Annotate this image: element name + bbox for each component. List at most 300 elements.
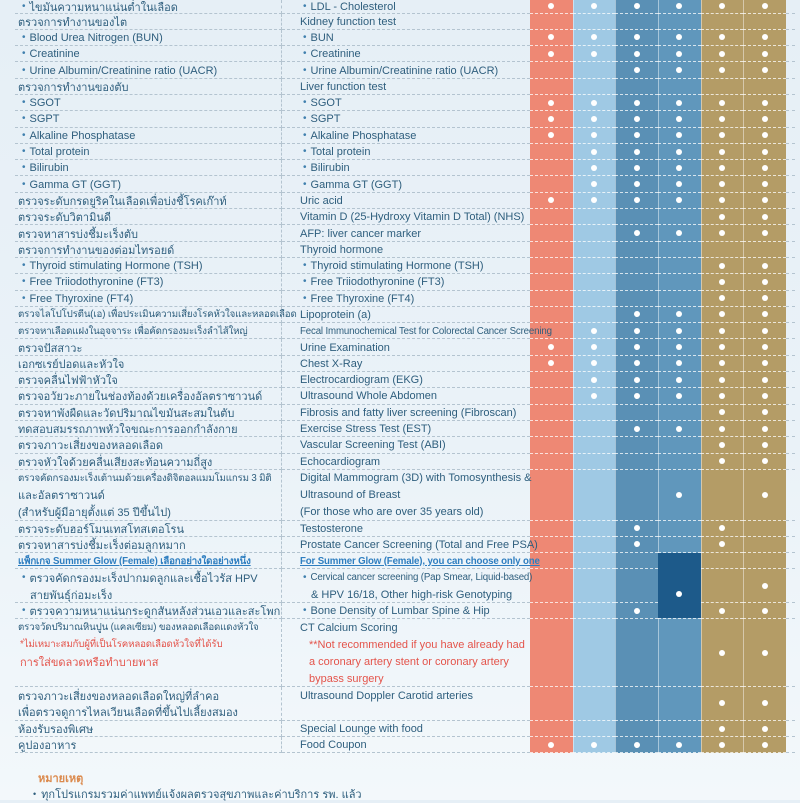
- english-test-name: [282, 176, 530, 192]
- package-cell: [615, 30, 658, 46]
- test-name-text: ไขมันความหนาแน่นต่ำในเลือด: [29, 1, 178, 14]
- package-cell: [701, 111, 744, 127]
- package-cell: [743, 405, 786, 421]
- included-dot: [676, 100, 682, 106]
- thai-test-name: [15, 62, 282, 78]
- package-cell: [615, 356, 658, 372]
- package-cell: [701, 421, 744, 437]
- package-cell: [573, 242, 616, 258]
- package-cell: [701, 242, 744, 258]
- included-dot: [591, 165, 597, 171]
- included-dot: [719, 525, 725, 531]
- included-dot: [762, 328, 768, 334]
- row-edge: [786, 721, 795, 737]
- included-dot: [719, 608, 725, 614]
- test-name-text: Total protein: [310, 146, 371, 159]
- package-cell: [615, 619, 658, 687]
- package-cell: [615, 470, 658, 521]
- test-name-text: SGPT: [310, 113, 341, 126]
- package-cell: [615, 128, 658, 144]
- included-dot: [634, 393, 640, 399]
- included-dot: [591, 197, 597, 203]
- included-dot: [719, 279, 725, 285]
- package-cell: [658, 388, 701, 404]
- bullet-icon: •: [22, 97, 26, 109]
- thai-test-name: [15, 454, 282, 470]
- row-edge: [786, 46, 795, 62]
- package-cell: [615, 454, 658, 470]
- table-row: [0, 687, 795, 721]
- included-dot: [719, 377, 725, 383]
- included-dot: [762, 3, 768, 9]
- thai-test-name: [15, 356, 282, 372]
- row-edge: [786, 454, 795, 470]
- table-row: [0, 372, 795, 388]
- package-cell: [530, 569, 573, 603]
- test-name-text: Blood Urea Nitrogen (BUN): [29, 31, 163, 44]
- bullet-icon: •: [303, 276, 307, 288]
- package-cell: [658, 14, 701, 30]
- english-test-name: [282, 79, 530, 95]
- row-edge: [786, 405, 795, 421]
- package-cell: [743, 14, 786, 30]
- package-cell: [615, 209, 658, 225]
- package-cell: [701, 470, 744, 521]
- package-cell: [615, 737, 658, 753]
- package-cell: [658, 323, 701, 339]
- package-cell: [573, 569, 616, 603]
- test-name-text: bypass surgery: [309, 672, 384, 685]
- included-dot: [548, 360, 554, 366]
- package-cell: [701, 95, 744, 111]
- table-row: [0, 0, 795, 14]
- package-cell: [658, 111, 701, 127]
- package-cell: [701, 176, 744, 192]
- package-cell: [743, 258, 786, 274]
- included-dot: [548, 100, 554, 106]
- table-row: [0, 307, 795, 323]
- package-cell: [573, 0, 616, 14]
- package-cell: [701, 30, 744, 46]
- package-cell: [615, 291, 658, 307]
- package-cell: [701, 569, 744, 603]
- included-dot: [634, 197, 640, 203]
- package-cell: [530, 737, 573, 753]
- package-cell: [658, 193, 701, 209]
- test-name-text: ตรวจคัดกรองมะเร็งปากมดลูกและเชื้อไวรัส HPV: [29, 572, 258, 585]
- included-dot: [719, 181, 725, 187]
- package-cell: [743, 553, 786, 569]
- included-dot: [548, 132, 554, 138]
- bullet-icon: •: [303, 97, 307, 109]
- row-edge: [786, 521, 795, 537]
- english-test-name: [282, 242, 530, 258]
- package-cell: [658, 95, 701, 111]
- included-dot: [591, 742, 597, 748]
- package-cell: [701, 62, 744, 78]
- package-cell: [573, 14, 616, 30]
- package-cell: [658, 307, 701, 323]
- thai-test-name: [15, 14, 282, 30]
- bullet-icon: •: [303, 571, 307, 583]
- included-dot: [719, 409, 725, 415]
- included-dot: [719, 51, 725, 57]
- row-edge: [786, 569, 795, 603]
- package-cell: [615, 721, 658, 737]
- package-cell: [701, 323, 744, 339]
- package-cell: [573, 388, 616, 404]
- package-cell: [743, 193, 786, 209]
- included-dot: [634, 344, 640, 350]
- package-cell: [573, 225, 616, 241]
- test-name-text: และอัลตราซาวนด์: [18, 490, 105, 503]
- test-name-text: Chest X-Ray: [300, 357, 363, 370]
- included-dot: [676, 197, 682, 203]
- thai-test-name: [15, 79, 282, 95]
- thai-test-name: [15, 553, 282, 569]
- english-test-name: [282, 323, 552, 339]
- english-test-name: [282, 388, 530, 404]
- included-dot: [719, 360, 725, 366]
- package-cell: [615, 160, 658, 176]
- test-name-text: Urine Albumin/Creatinine ratio (UACR): [310, 64, 499, 77]
- included-dot: [634, 525, 640, 531]
- package-cell: [530, 95, 573, 111]
- row-edge: [786, 193, 795, 209]
- bullet-icon: •: [303, 113, 307, 125]
- thai-test-name: [15, 291, 282, 307]
- included-dot: [634, 34, 640, 40]
- package-cell: [530, 144, 573, 160]
- thai-test-name: [15, 307, 297, 323]
- included-dot: [676, 34, 682, 40]
- notes-section: [0, 753, 800, 801]
- test-name-text: Thyroid stimulating Hormone (TSH): [29, 260, 203, 273]
- package-cell: [573, 95, 616, 111]
- thai-test-name: [15, 160, 282, 176]
- test-name-text: ตรวจหาสารบ่งชี้มะเร็งต่อมลูกหมาก: [18, 539, 186, 552]
- test-name-text: CT Calcium Scoring: [300, 621, 398, 634]
- package-cell: [573, 737, 616, 753]
- package-cell: [701, 307, 744, 323]
- bullet-icon: •: [22, 276, 26, 288]
- test-name-text: Free Thyroxine (FT4): [310, 292, 415, 305]
- package-cell: [615, 405, 658, 421]
- test-name-text: ตรวจภาวะเสี่ยงของหลอดเลือด: [18, 440, 163, 453]
- package-cell: [701, 128, 744, 144]
- package-cell: [573, 176, 616, 192]
- test-name-text: *ไม่เหมาะสมกับผู้ที่เป็นโรคหลอดเลือดหัวใจที่ได้รับ: [20, 639, 223, 651]
- test-name-text: ตรวจวัดปริมาณหินปูน (แคลเซียม) ของหลอดเลือดแดงหัวใจ: [18, 622, 259, 634]
- notes-heading: หมายเหตุ: [38, 773, 84, 786]
- package-cell: [530, 291, 573, 307]
- thai-test-name: [15, 46, 282, 62]
- included-dot: [719, 132, 725, 138]
- included-dot: [634, 100, 640, 106]
- package-cell: [530, 372, 573, 388]
- table-row: [0, 258, 795, 274]
- package-cell: [743, 30, 786, 46]
- package-cell: [701, 0, 744, 14]
- package-cell: [573, 46, 616, 62]
- package-cell: [615, 603, 658, 619]
- package-cell: [658, 225, 701, 241]
- included-dot: [676, 426, 682, 432]
- english-test-name: [282, 687, 530, 721]
- package-cell: [615, 62, 658, 78]
- test-name-text: (สำหรับผู้มีอายุตั้งแต่ 35 ปีขึ้นไป): [18, 507, 171, 520]
- package-cell: [573, 721, 616, 737]
- package-cell: [658, 176, 701, 192]
- included-dot: [762, 197, 768, 203]
- package-cell: [743, 454, 786, 470]
- thai-test-name: [15, 242, 282, 258]
- included-dot: [591, 3, 597, 9]
- table-row: [0, 521, 795, 537]
- bullet-icon: •: [22, 0, 26, 12]
- package-cell: [701, 339, 744, 355]
- english-test-name: [282, 258, 530, 274]
- package-cell: [573, 537, 616, 553]
- package-cell: [615, 95, 658, 111]
- test-name-text: Fibrosis and fatty liver screening (Fibroscan): [300, 406, 517, 419]
- package-cell: [615, 14, 658, 30]
- package-cell: [530, 405, 573, 421]
- table-row: [0, 537, 795, 553]
- included-dot: [762, 181, 768, 187]
- package-cell: [701, 603, 744, 619]
- package-cell: [701, 79, 744, 95]
- row-edge: [786, 323, 795, 339]
- included-dot: [634, 132, 640, 138]
- thai-test-name: [15, 209, 282, 225]
- bullet-icon: •: [22, 129, 26, 141]
- included-dot: [548, 3, 554, 9]
- table-row: [0, 14, 795, 30]
- package-cell: [743, 46, 786, 62]
- included-dot: [719, 541, 725, 547]
- package-cell: [615, 421, 658, 437]
- package-cell: [658, 274, 701, 290]
- package-cell: [530, 30, 573, 46]
- english-test-name: [282, 307, 530, 323]
- package-cell: [573, 687, 616, 721]
- english-test-name: [282, 521, 530, 537]
- included-dot: [762, 393, 768, 399]
- included-dot: [548, 51, 554, 57]
- test-name-text: SGOT: [310, 97, 342, 110]
- package-cell: [743, 737, 786, 753]
- package-cell: [701, 14, 744, 30]
- thai-test-name: [15, 176, 282, 192]
- row-edge: [786, 30, 795, 46]
- package-cell: [658, 687, 701, 721]
- bullet-icon: •: [22, 571, 26, 583]
- package-cell: [573, 144, 616, 160]
- package-cell: [615, 258, 658, 274]
- package-cell: [658, 209, 701, 225]
- bullet-icon: •: [303, 146, 307, 158]
- package-cell: [573, 553, 616, 569]
- included-dot: [762, 295, 768, 301]
- table-row: [0, 291, 795, 307]
- package-cell: [743, 569, 786, 603]
- package-cell: [701, 225, 744, 241]
- english-test-name: [282, 46, 530, 62]
- package-cell: [530, 339, 573, 355]
- package-cell: [658, 537, 701, 553]
- test-name-text: LDL - Cholesterol: [310, 0, 396, 13]
- english-test-name: [282, 737, 530, 753]
- included-dot: [762, 116, 768, 122]
- row-edge: [786, 291, 795, 307]
- included-dot: [634, 67, 640, 73]
- thai-test-name: [15, 619, 282, 687]
- package-cell: [743, 209, 786, 225]
- table-row: [0, 737, 795, 753]
- test-name-text: Thyroid stimulating Hormone (TSH): [310, 260, 484, 273]
- package-cell: [743, 62, 786, 78]
- included-dot: [719, 726, 725, 732]
- package-cell: [743, 95, 786, 111]
- included-dot: [719, 742, 725, 748]
- included-dot: [676, 165, 682, 171]
- bullet-icon: •: [22, 146, 26, 158]
- package-cell: [573, 62, 616, 78]
- package-cell: [530, 111, 573, 127]
- included-dot: [719, 311, 725, 317]
- english-test-name: [282, 721, 530, 737]
- row-edge: [786, 619, 795, 687]
- row-edge: [786, 258, 795, 274]
- test-name-text: เพื่อตรวจดูการไหลเวียนเลือดที่ขึ้นไปเลี้ยงสมอง: [18, 707, 238, 720]
- test-name-text: Alkaline Phosphatase: [310, 129, 417, 142]
- test-name-text: Thyroid hormone: [300, 243, 384, 256]
- package-cell: [530, 553, 573, 569]
- test-name-text: Liver function test: [300, 80, 387, 93]
- package-cell: [701, 274, 744, 290]
- package-cell: [573, 405, 616, 421]
- included-dot: [762, 583, 768, 589]
- included-dot: [719, 328, 725, 334]
- thai-test-name: [15, 470, 282, 521]
- thai-test-name: [15, 521, 282, 537]
- bullet-icon: •: [303, 162, 307, 174]
- package-cell: [701, 388, 744, 404]
- english-test-name: [282, 62, 530, 78]
- package-cell: [743, 372, 786, 388]
- included-dot: [591, 360, 597, 366]
- package-cell: [701, 372, 744, 388]
- thai-test-name: [15, 388, 282, 404]
- english-test-name: [282, 193, 530, 209]
- test-name-text: Free Triiodothyronine (FT3): [29, 276, 164, 289]
- included-dot: [634, 51, 640, 57]
- bullet-icon: •: [33, 788, 37, 799]
- included-dot: [762, 442, 768, 448]
- row-edge: [786, 274, 795, 290]
- row-edge: [786, 209, 795, 225]
- test-name-text: ตรวจอวัยวะภายในช่องท้องด้วยเครื่องอัลตราซาวนด์: [18, 391, 263, 404]
- package-cell: [743, 356, 786, 372]
- included-dot: [591, 344, 597, 350]
- bullet-icon: •: [22, 64, 26, 76]
- package-cell: [615, 274, 658, 290]
- package-cell: [573, 291, 616, 307]
- english-test-name: [282, 372, 530, 388]
- test-name-text: การใส่ขดลวดหรือทำบายพาส: [20, 656, 159, 669]
- package-cell: [658, 128, 701, 144]
- included-dot: [591, 132, 597, 138]
- included-dot: [762, 263, 768, 269]
- table-row: [0, 46, 795, 62]
- test-name-text: Cervical cancer screening (Pap Smear, Liquid-based): [310, 572, 533, 584]
- included-dot: [762, 700, 768, 706]
- included-dot: [676, 591, 682, 597]
- package-cell: [530, 537, 573, 553]
- package-cell: [615, 687, 658, 721]
- english-test-name: [282, 30, 530, 46]
- row-edge: [786, 95, 795, 111]
- included-dot: [634, 742, 640, 748]
- package-cell: [530, 388, 573, 404]
- included-dot: [676, 742, 682, 748]
- bullet-icon: •: [303, 0, 307, 12]
- package-cell: [658, 62, 701, 78]
- package-cell: [530, 209, 573, 225]
- test-name-text: BUN: [310, 31, 334, 44]
- english-test-name: [282, 421, 530, 437]
- package-cell: [530, 46, 573, 62]
- test-name-text: ตรวจระดับฮอร์โมนเทสโทสเตอโรน: [18, 523, 184, 536]
- test-name-text: Ultrasound of Breast: [300, 489, 401, 502]
- included-dot: [762, 458, 768, 464]
- test-name-text: Testosterone: [300, 522, 363, 535]
- package-cell: [743, 291, 786, 307]
- thai-test-name: [15, 144, 282, 160]
- thai-test-name: [15, 258, 282, 274]
- package-cell: [530, 225, 573, 241]
- bullet-icon: •: [303, 64, 307, 76]
- package-cell: [743, 421, 786, 437]
- package-cell: [658, 454, 701, 470]
- included-dot: [548, 344, 554, 350]
- included-dot: [634, 328, 640, 334]
- included-dot: [634, 3, 640, 9]
- included-dot: [719, 344, 725, 350]
- package-cell: [615, 242, 658, 258]
- package-cell: [573, 79, 616, 95]
- table-row: [0, 111, 795, 127]
- test-name-text: ตรวจหาพังผืดและวัดปริมาณไขมันสะสมในตับ: [18, 407, 235, 420]
- test-name-text: เอกซเรย์ปอดและหัวใจ: [18, 358, 125, 371]
- package-cell: [701, 193, 744, 209]
- included-dot: [762, 149, 768, 155]
- english-test-name: [282, 128, 530, 144]
- test-name-text: Urine Examination: [300, 341, 390, 354]
- included-dot: [591, 100, 597, 106]
- row-edge: [786, 144, 795, 160]
- table-row: [0, 30, 795, 46]
- included-dot: [719, 442, 725, 448]
- package-cell: [615, 307, 658, 323]
- included-dot: [634, 165, 640, 171]
- test-name-text: ทดสอบสมรรถภาพหัวใจขณะการออกกำลังกาย: [18, 424, 238, 437]
- row-edge: [786, 176, 795, 192]
- package-cell: [530, 356, 573, 372]
- package-cell: [530, 160, 573, 176]
- included-dot: [676, 230, 682, 236]
